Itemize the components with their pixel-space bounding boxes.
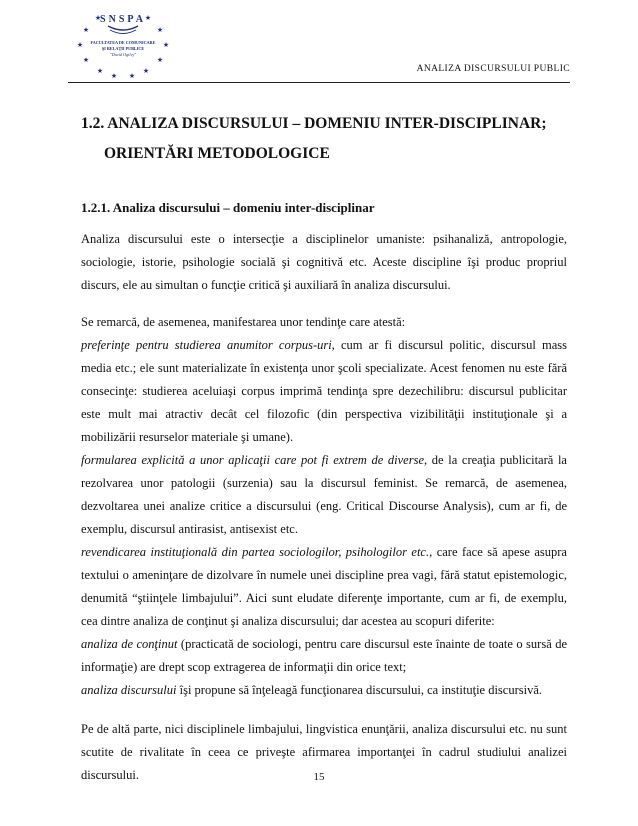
header-divider — [68, 82, 570, 83]
svg-text:★: ★ — [128, 72, 136, 80]
emphasis-applications: formularea explicită a unor aplicaţii care pot fi extrem de diverse — [81, 453, 424, 467]
logo-line1: FACULTATEA DE COMUNICARE — [90, 40, 156, 45]
emphasis-discourse-analysis: analiza discursului — [81, 683, 177, 697]
section-heading — [81, 114, 567, 164]
svg-text:★: ★ — [82, 56, 90, 64]
running-header: ANALIZA DISCURSULUI PUBLIC — [416, 64, 570, 74]
paragraph-institutional — [81, 541, 567, 633]
text-applications: , de la creaţia publicitară la rezolvarea unor patologii (surzenia) sau la discursul feminist. Se remarcă, de asemenea, dezvoltarea unei analize critice a discursului (eng. Critical Discourse Analysis), cum ar fi, de exemplu, discursul antirasist, antisexist etc. — [81, 453, 567, 536]
svg-text:★: ★ — [110, 72, 118, 80]
snspa-logo — [68, 6, 178, 82]
svg-text:★: ★ — [76, 41, 84, 49]
paragraph-tendencies: Se remarcă, de asemenea, manifestarea unor tendinţe care atestă: — [81, 315, 406, 329]
paragraph-discourse-analysis — [81, 679, 567, 702]
svg-text:★: ★ — [144, 14, 152, 22]
text-corpus: , cum ar fi discursul politic, discursul mass media etc.; ele sunt materializate în existenţa unor şcoli specializate. Acest fenomen nu este fără consecinţe: studierea aceluiaşi corpus imprimă tendinţa spre dezechilibru: discursul publicitar este mult mai atractiv decât cel filozofic (din perspectiva vizibilităţii instituţionale şi a mobilizării resurselor materiale şi umane). — [81, 338, 568, 444]
emphasis-institutional: revendicarea instituţională din partea sociologilor, psihologilor etc. — [81, 545, 430, 559]
svg-text:★: ★ — [162, 41, 170, 49]
svg-text:★: ★ — [156, 56, 164, 64]
svg-text:★: ★ — [96, 67, 104, 75]
subsection-heading: 1.2.1. Analiza discursului – domeniu inter-disciplinar — [81, 200, 375, 215]
paragraph-applications — [81, 449, 567, 541]
logo-line3: "David Ogilvy" — [110, 52, 136, 57]
paragraph-intro: Analiza discursului este o intersecţie a disciplinelor umaniste: psihanaliză, antropologie, sociologie, istorie, psihologie socială şi cognitivă etc. Aceste discipline îşi produc propriul discurs, ele au simultan o funcţie critică şi auxiliară în analiza discursului. — [81, 232, 567, 292]
main-content — [81, 114, 567, 787]
svg-text:★: ★ — [142, 67, 150, 75]
text-content-analysis: (practicată de sociologi, pentru care discursul este înainte de toate o sursă de informaţie) are drept scop extragerea de informaţii din orice text; — [81, 637, 567, 674]
logo-acronym: SNSPA — [100, 14, 146, 25]
text-discourse-analysis: îşi propune să înţeleagă funcţionarea discursului, ca instituţie discursivă. — [176, 683, 543, 697]
paragraph-corpus — [81, 334, 567, 449]
paragraph-content-analysis — [81, 633, 567, 679]
svg-text:★: ★ — [94, 14, 102, 22]
paragraph-rivalry: Pe de altă parte, nici disciplinele limbajului, lingvistica enunţării, analiza discursului etc. nu sunt scutite de rivalitate în ceea ce priveşte afirmarea importanţei în cadrul studiului analizei discursului. — [81, 722, 567, 782]
page-number: 15 — [313, 771, 325, 783]
text-institutional: , care face să apese asupra textului o ameninţare de dizolvare în numele unei discipline prea vagi, fără statut epistemologic, denumită “ştiinţele limbajului”. Aici sunt eludate diferenţe importante, cum ar fi, de exemplu, cea dintre analiza de conţinut şi analiza discursului; dar acestea au scopuri diferite: — [81, 545, 567, 628]
emphasis-corpus: preferinţe pentru studierea anumitor corpus-uri — [81, 338, 332, 352]
section-heading-line2: ORIENTĂRI METODOLOGICE — [104, 145, 330, 162]
svg-text:★: ★ — [156, 26, 164, 34]
logo-line2: ŞI RELAŢII PUBLICE — [101, 46, 145, 51]
svg-text:★: ★ — [82, 26, 90, 34]
logo-emblem — [68, 6, 178, 82]
emphasis-content-analysis: analiza de conţinut — [81, 637, 178, 651]
section-heading-line1: 1.2. ANALIZA DISCURSULUI – DOMENIU INTER-DISCIPLINAR; — [81, 115, 547, 132]
